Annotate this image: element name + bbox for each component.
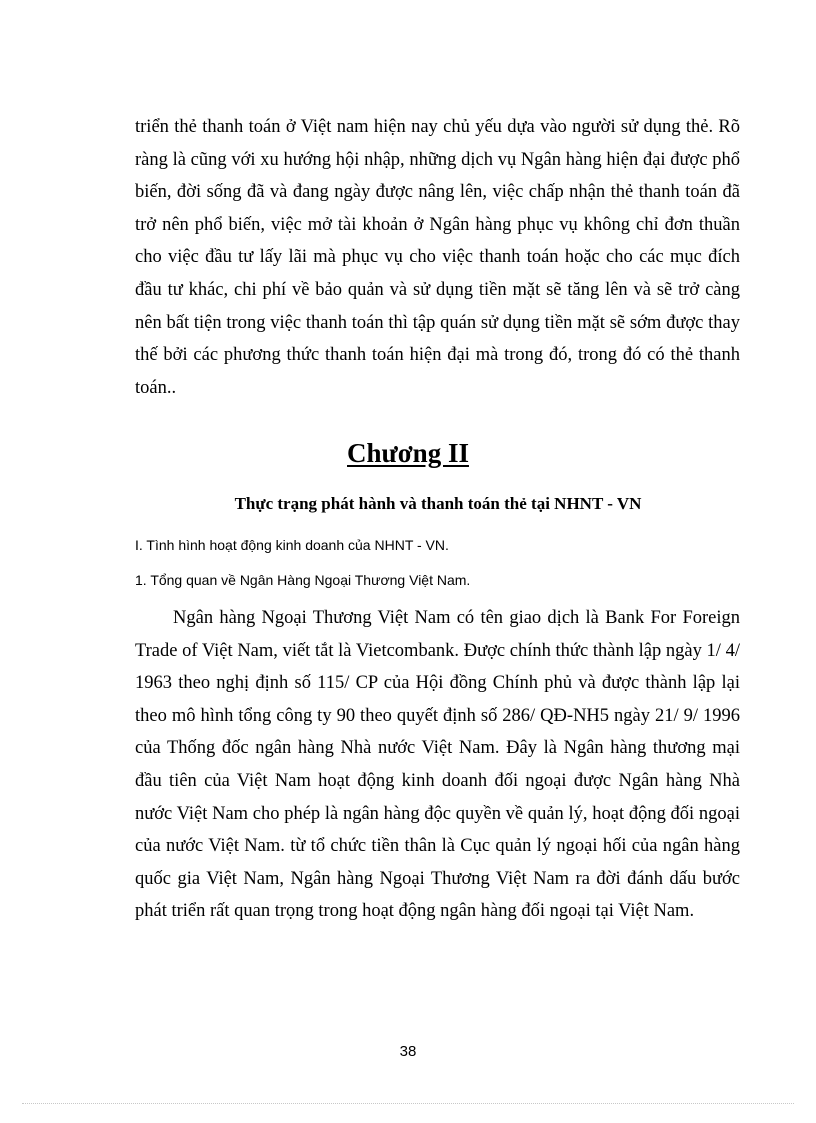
page-bottom-divider [22,1103,794,1104]
chapter-subtitle: Thực trạng phát hành và thanh toán thẻ tại NHNT - VN [234,494,642,513]
body-paragraph: Ngân hàng Ngoại Thương Việt Nam có tên giao dịch là Bank For Foreign Trade of Việt Nam, viết tắt là Vietcombank. Được chính thức thành lập ngày 1/ 4/ 1963 theo nghị định số 115/ CP của Hội đồng Chính phủ và được thành lập lại theo mô hình tổng công ty 90 theo quyết định số 286/ QĐ-NH5 ngày 21/ 9/ 1996 của Thống đốc ngân hàng Nhà nước Việt Nam. Đây là Ngân hàng thương mại đầu tiên của Việt Nam hoạt động kinh doanh đối ngoại được Ngân hàng Nhà nước Việt Nam cho phép là ngân hàng độc quyền về quản lý, hoạt động đối ngoại của nước Việt Nam. từ tổ chức tiền thân là Cục quản lý ngoại hối của ngân hàng quốc gia Việt Nam, Ngân hàng Ngoại Thương Việt Nam ra đời đánh dấu bước phát triển rất quan trọng trong hoạt động ngân hàng đối ngoại tại Việt Nam. [135,608,740,922]
intro-paragraph: triển thẻ thanh toán ở Việt nam hiện nay chủ yếu dựa vào người sử dụng thẻ. Rõ ràng là cũng với xu hướng hội nhập, những dịch vụ Ngân hàng hiện đại được phổ biến, đời sống đã và đang ngày được nâng lên, việc chấp nhận thẻ thanh toán đã trở nên phổ biến, việc mở tài khoản ở Ngân hàng phục vụ không chỉ đơn thuần cho việc đầu tư lấy lãi mà phục vụ cho việc thanh toán hoặc cho các mục đích đầu tư khác, chi phí về bảo quản và sử dụng tiền mặt sẽ tăng lên và sẽ trở càng nên bất tiện trong việc thanh toán thì tập quán sử dụng tiền mặt sẽ sớm được thay thế bởi các phương thức thanh toán hiện đại mà trong đó, trong đó có thẻ thanh toán.. [135,117,740,398]
page-number: 38 [399,1043,417,1060]
chapter-title: Chương II [347,438,469,468]
section-heading: I. Tình hình hoạt động kinh doanh của NHNT - VN. [135,537,449,553]
subsection-heading: 1. Tổng quan về Ngân Hàng Ngoại Thương Việt Nam. [135,572,471,588]
